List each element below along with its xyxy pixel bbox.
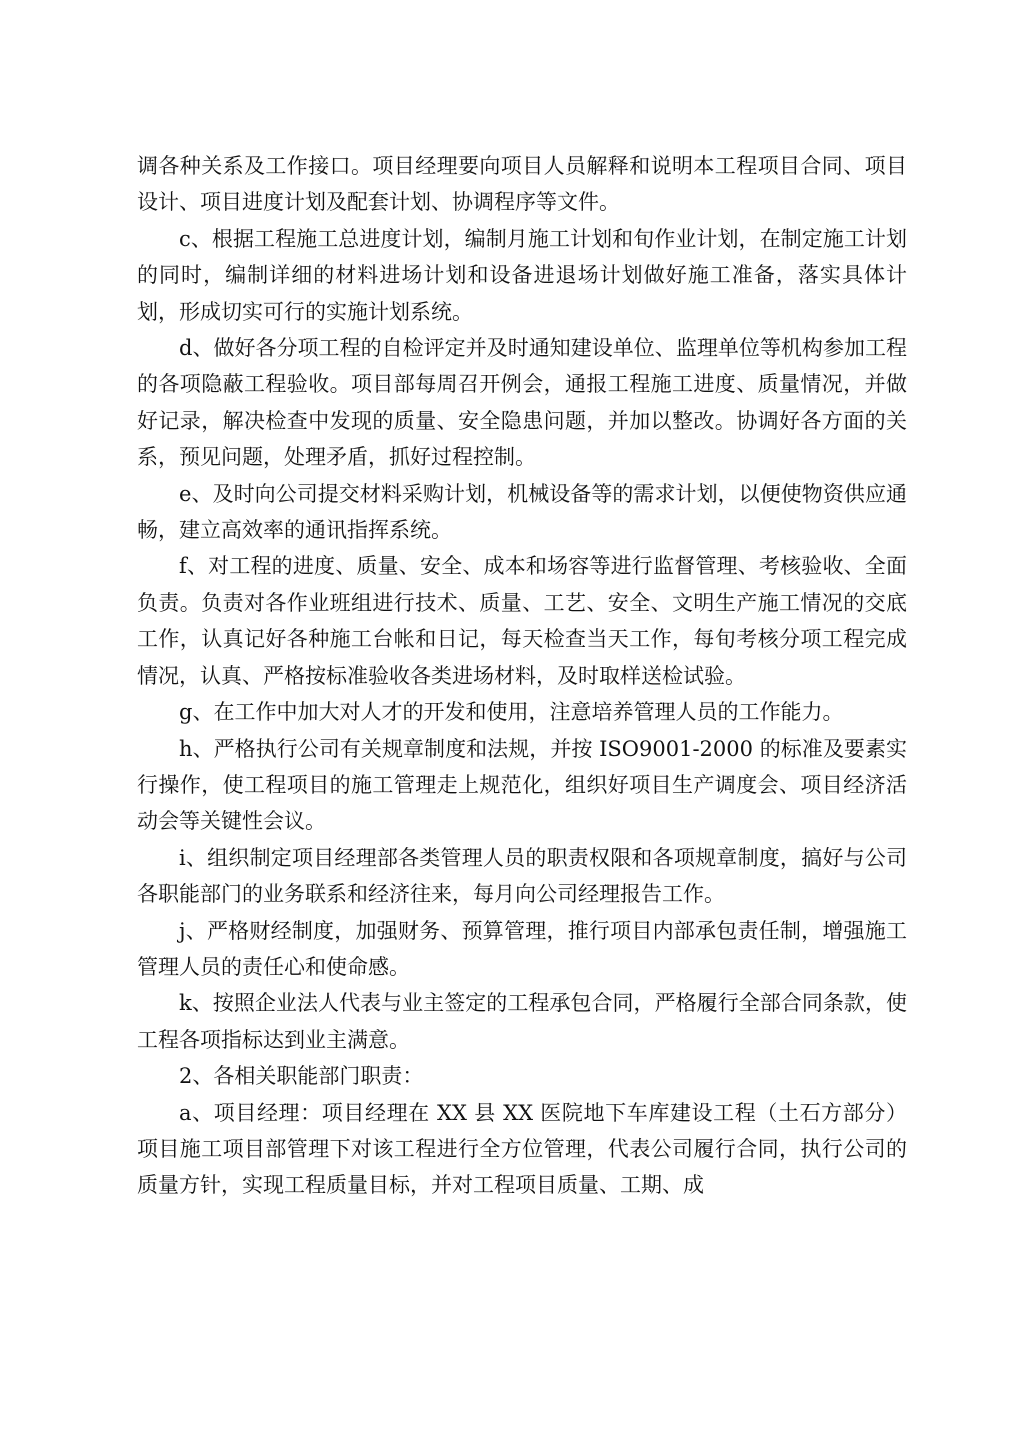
document-body — [137, 148, 907, 1204]
paragraph-continuation: 调各种关系及工作接口。项目经理要向项目人员解释和说明本工程项目合同、项目设计、项目进度计划及配套计划、协调程序等文件。 — [137, 154, 907, 215]
paragraph-item-d: d、做好各分项工程的自检评定并及时通知建设单位、监理单位等机构参加工程的各项隐蔽工程验收。项目部每周召开例会，通报工程施工进度、质量情况，并做好记录，解决检查中发现的质量、安全隐患问题，并加以整改。协调好各方面的关系，预见问题，处理矛盾，抓好过程控制。 — [137, 336, 907, 470]
section-heading-departments: 2、各相关职能部门职责： — [179, 1064, 424, 1089]
paragraph-item-h: h、严格执行公司有关规章制度和法规，并按 ISO9001-2000 的标准及要素实行操作，使工程项目的施工管理走上规范化，组织好项目生产调度会、项目经济活动会等关键性会议。 — [137, 736, 907, 834]
paragraph-item-k: k、按照企业法人代表与业主签定的工程承包合同，严格履行全部合同条款，使工程各项指标达到业主满意。 — [137, 991, 907, 1052]
paragraph-item-i: i、组织制定项目经理部各类管理人员的职责权限和各项规章制度，搞好与公司各职能部门的业务联系和经济往来，每月向公司经理报告工作。 — [137, 845, 907, 907]
paragraph-item-a-project-manager: a、项目经理：项目经理在 XX 县 XX 医院地下车库建设工程（土石方部分）项目施工项目部管理下对该工程进行全方位管理，代表公司履行合同，执行公司的质量方针，实现工程质量目标，并对工程项目质量、工期、成 — [137, 1100, 907, 1198]
paragraph-item-j: j、严格财经制度，加强财务、预算管理，推行项目内部承包责任制，增强施工管理人员的责任心和使命感。 — [137, 918, 907, 979]
paragraph-item-c: c、根据工程施工总进度计划，编制月施工计划和旬作业计划，在制定施工计划的同时，编制详细的材料进场计划和设备进退场计划做好施工准备，落实具体计划，形成切实可行的实施计划系统。 — [137, 226, 907, 324]
paragraph-item-g: g、在工作中加大对人才的开发和使用，注意培养管理人员的工作能力。 — [179, 700, 844, 725]
paragraph-item-f: f、对工程的进度、质量、安全、成本和场容等进行监督管理、考核验收、全面负责。负责对各作业班组进行技术、质量、工艺、安全、文明生产施工情况的交底工作，认真记好各种施工台帐和日记，每天检查当天工作，每旬考核分项工程完成情况，认真、严格按标准验收各类进场材料，及时取样送检试验。 — [137, 554, 907, 688]
paragraph-item-e: e、及时向公司提交材料采购计划，机械设备等的需求计划，以便使物资供应通畅，建立高效率的通讯指挥系统。 — [137, 481, 907, 543]
